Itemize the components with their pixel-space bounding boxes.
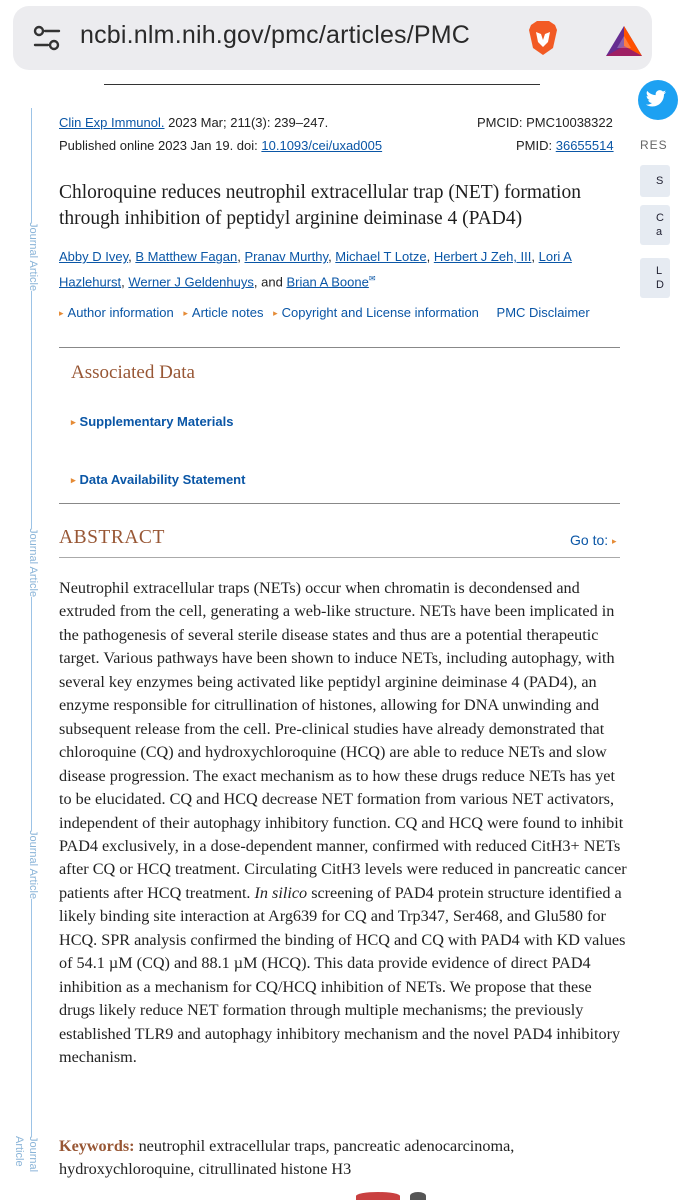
supplementary-materials-toggle[interactable] (71, 414, 233, 429)
bottom-partial-icon (356, 1192, 400, 1200)
abstract-divider (59, 557, 620, 558)
citation-line (59, 115, 328, 130)
abstract-text (59, 577, 627, 1070)
top-divider (104, 84, 540, 85)
author-information-toggle[interactable]: Author information (67, 305, 174, 320)
pmcid: PMCID: PMC10038322 (477, 115, 613, 130)
bottom-partial-icon (410, 1192, 426, 1200)
author-link[interactable]: B Matthew Fagan (135, 249, 238, 264)
article-title: Chloroquine reduces neutrophil extracellular trap (NET) formation through inhibition of peptidyl arginine deiminase 4 (PAD4) (59, 182, 581, 229)
journal-article-label: Journal Article (24, 222, 40, 291)
expand-triangle-icon: ▸ (273, 308, 278, 318)
twitter-bird-icon (645, 89, 667, 109)
goto-label: Go to: (570, 532, 609, 548)
author-link[interactable]: Lori A Hazlehurst (59, 249, 572, 290)
keywords-text: neutrophil extracellular traps, pancreatic adenocarcinoma, hydroxychloroquine, citrullinated histone H3 (59, 1137, 515, 1179)
journal-article-label: Journal Article (24, 1136, 40, 1200)
journal-link[interactable]: Clin Exp Immunol. (59, 115, 165, 130)
twitter-share-button[interactable] (638, 80, 678, 120)
expand-triangle-icon: ▸ (71, 475, 76, 485)
doi-link[interactable]: 10.1093/cei/uxad005 (261, 138, 383, 153)
pmid-label: PMID: (516, 138, 556, 153)
expand-triangle-icon: ▸ (183, 308, 188, 318)
resource-tab[interactable]: L D (640, 258, 670, 298)
goto-triangle-icon: ▸ (612, 536, 617, 546)
author-link[interactable]: Brian A Boone (286, 274, 369, 290)
article-notes-toggle[interactable]: Article notes (191, 305, 264, 320)
resources-heading: RES (640, 138, 668, 152)
pmid-link[interactable]: 36655514 (555, 138, 614, 153)
bat-triangle-icon[interactable] (604, 24, 644, 58)
author-link[interactable]: Pranav Murthy (244, 249, 329, 264)
published-text: Published online 2023 Jan 19. doi: (59, 138, 262, 153)
abstract-part-2: screening of PAD4 protein structure identified a likely binding site interaction at Arg639 for CQ and Trp347, Ser468, and Glu580 for HCQ. SPR analysis confirmed the binding of HCQ and CQ with PAD4 with KD values of 54.1 µM (CQ) and 88.1 µM (HCQ). This data provide evidence of direct PAD4 inhibition as a mechanism for CQ/HCQ inhibition of NETs. We propose that these drugs likely reduce NET formation through multiple mechanisms; the previously established TLR9 and autophagy inhibitory mechanism and the novel PAD4 inhibitory mechanism. (59, 883, 626, 1067)
goto-link[interactable] (570, 532, 621, 548)
url-text[interactable]: ncbi.nlm.nih.gov/pmc/articles/PMC (80, 21, 471, 49)
abstract-italic: In silico (254, 883, 308, 902)
citation-details: 2023 Mar; 211(3): 239–247. (164, 115, 329, 130)
supplementary-materials-label: Supplementary Materials (79, 414, 234, 429)
browser-toolbar (0, 0, 664, 82)
author-link[interactable]: Michael T Lotze (335, 249, 427, 264)
keywords-label: Keywords: (59, 1137, 135, 1155)
resource-tab[interactable]: C a (640, 205, 670, 245)
pmc-disclaimer-link[interactable]: PMC Disclaimer (496, 305, 590, 320)
associated-data-heading: Associated Data (71, 362, 195, 383)
resource-tab[interactable]: S (640, 165, 670, 197)
author-link[interactable]: Herbert J Zeh, III (433, 249, 532, 264)
copyright-toggle[interactable]: Copyright and License information (281, 305, 479, 320)
abstract-part-1: Neutrophil extracellular traps (NETs) occur when chromatin is decondensed and extruded from the cell, generating a web-like structure. NETs have been implicated in the pathogenesis of several sterile disease states and thus are a potential therapeutic target. Various pathways have been shown to induce NETs, including autophagy, with several key enzymes being activated like peptidyl arginine deiminase 4 (PAD4), an enzyme responsible for citrullination of histones, allowing for DNA unwinding and subsequent release from the cell. Pre-clinical studies have already demonstrated that chloroquine (CQ) and hydroxychloroquine (HCQ) are able to reduce NETs and slow disease progression. The exact mechanism as to how these drugs reduce NETs has yet to be elucidated. CQ and HCQ decrease NET formation from various NET activators, independent of their autophagy inhibitory function. CQ and HCQ were found to inhibit PAD4 exclusively, in a dose-dependent manner, confirmed with reduced CitH3+ NETs after CQ or HCQ treatment. Circulating CitH3 levels were reduced in pancreatic cancer patients after HCQ treatment. (59, 579, 627, 902)
keywords-block (59, 1135, 627, 1182)
abstract-heading: ABSTRACT (59, 527, 165, 548)
journal-article-label: Journal Article (24, 528, 40, 597)
author-link[interactable]: Werner J Geldenhuys (128, 274, 254, 290)
expand-triangle-icon: ▸ (71, 417, 76, 427)
email-icon[interactable]: ✉ (368, 274, 376, 283)
tune-icon[interactable] (31, 22, 63, 54)
data-availability-label: Data Availability Statement (79, 472, 246, 487)
author-link[interactable]: Abby D Ivey (59, 249, 129, 264)
journal-article-label: Journal Article (24, 830, 40, 899)
expand-triangle-icon: ▸ (59, 308, 64, 318)
brave-lion-icon[interactable] (527, 20, 559, 56)
article-info-bar (59, 305, 619, 320)
address-bar[interactable] (13, 6, 652, 70)
section-divider (59, 347, 620, 348)
pmid-line (516, 138, 614, 153)
author-and: and (261, 274, 283, 290)
author-list: Abby D Ivey, B Matthew Fagan, Pranav Murthy, Michael T Lotze, Herbert J Zeh, III, Lori A Hazlehurst, Werner J Geldenhuys, and Brian A Boone✉ (59, 249, 572, 290)
section-divider (59, 503, 620, 504)
published-line (59, 138, 382, 153)
data-availability-toggle[interactable] (71, 472, 245, 487)
